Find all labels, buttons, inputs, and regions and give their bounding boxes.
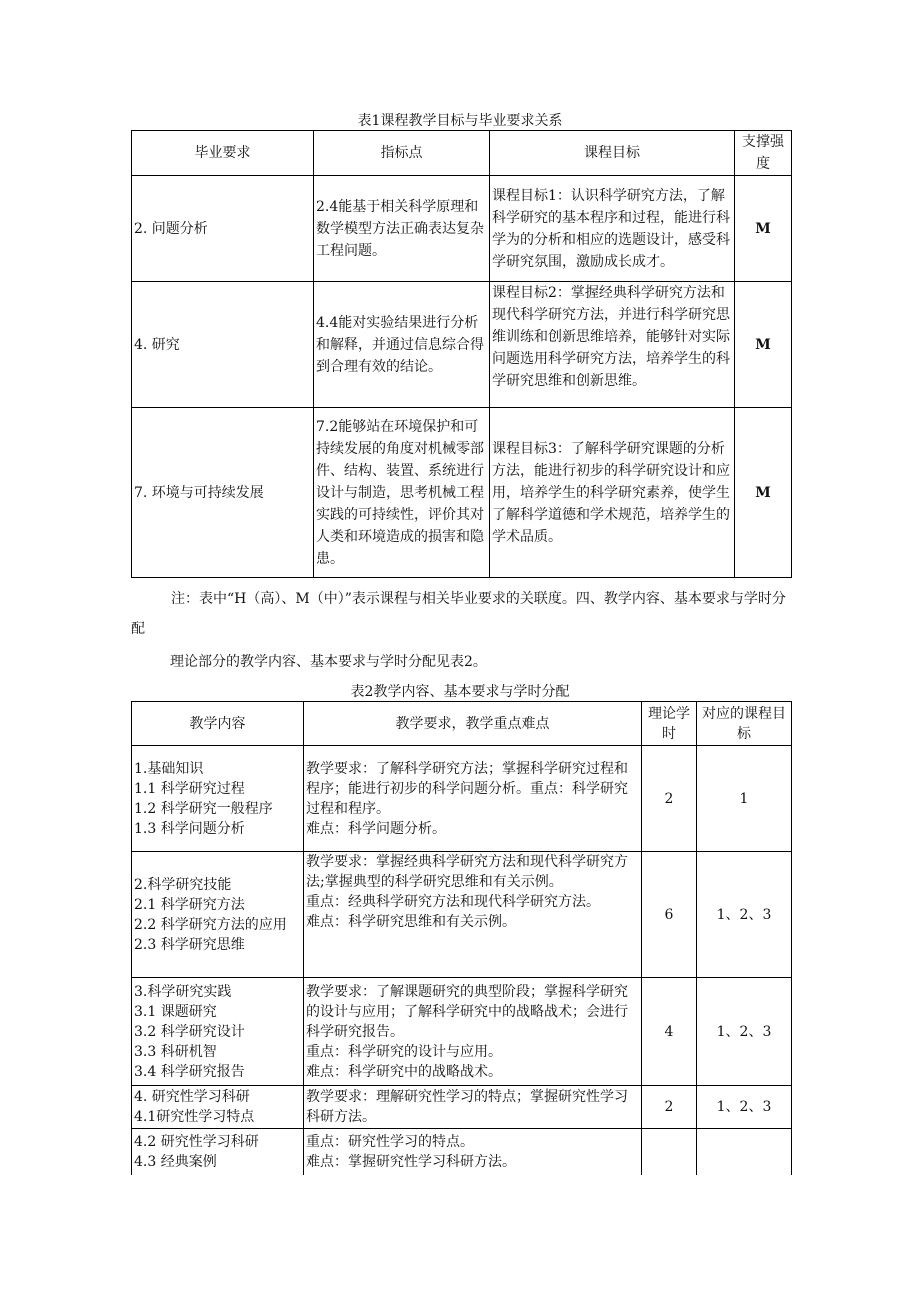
table2-hours-cell: 6	[642, 852, 697, 978]
req-line: 重点：研究性学习的特点。	[306, 1133, 474, 1150]
table2-hours-cell	[642, 1129, 697, 1175]
table2-req-cell	[304, 852, 642, 978]
table2-hours-cell: 2	[642, 746, 697, 852]
table1-header-strength: 支撑强度	[735, 131, 792, 176]
table-row	[132, 852, 792, 978]
content-item: 2.3 科学研究思维	[134, 936, 245, 953]
table2-content-cell	[132, 978, 304, 1086]
table1-indicator-cell: 7.2能够站在环境保护和可持续发展的角度对机械零部件、结构、装置、系统进行设计与制造，思考机械工程实践的可持续性，评价其对人类和环境造成的损害和隐患。	[314, 408, 490, 578]
content-item: 3.1 课题研究	[134, 1003, 217, 1020]
content-item: 2.2 科学研究方法的应用	[134, 916, 287, 933]
table2-header-hours: 理论学时	[642, 702, 697, 746]
table-row	[132, 176, 792, 282]
table2-caption: 表2教学内容、基本要求与学时分配	[350, 684, 570, 700]
table1-strength-cell: M	[735, 176, 792, 282]
req-line: 教学要求：了解课题研究的典型阶段；掌握科学研究的设计与应用；了解科学研究中的战略战术；会进行科学研究报告。	[306, 983, 628, 1040]
content-item: 4.2 研究性学习科研	[134, 1133, 259, 1150]
table2-header-row	[132, 702, 792, 746]
table2-content-cell	[132, 852, 304, 978]
table2-req-cell	[304, 1129, 642, 1175]
table-note: 注：表中“H（高）、M（中）”表示课程与相关毕业要求的关联度。四、教学内容、基本要求与学时分配	[131, 591, 786, 637]
table1-goal-cell: 课程目标2：掌握经典科学研究方法和现代科学研究方法，并进行科学研究思维训练和创新思维培养，能够针对实际问题选用科学研究方法，培养学生的科学研究思维和创新思维。	[490, 282, 735, 408]
req-line: 重点：科学研究的设计与应用。	[306, 1043, 502, 1060]
table1-req-cell: 4. 研究	[132, 282, 314, 408]
table1-strength-cell: M	[735, 408, 792, 578]
req-line: 教学要求：了解科学研究方法；掌握科学研究过程和程序；能进行初步的科学问题分析。重点：科学研究过程和程序。	[306, 760, 628, 817]
content-item: 4.3 经典案例	[134, 1153, 217, 1170]
table1-goal-cell: 课程目标3：了解科学研究课题的分析方法，能进行初步的科学研究设计和应用，培养学生的科学研究素养，使学生了解科学道德和学术规范，培养学生的学术品质。	[490, 408, 735, 578]
table2-header-requirements: 教学要求，教学重点难点	[304, 702, 642, 746]
content-item: 2.1 科学研究方法	[134, 896, 245, 913]
table2-goals-cell: 1	[697, 746, 792, 852]
table1-indicator-cell: 2.4能基于相关科学原理和数学模型方法正确表达复杂工程问题。	[314, 176, 490, 282]
table2-req-cell	[304, 1086, 642, 1129]
content-item: 1.2 科学研究一般程序	[134, 800, 273, 817]
intro-paragraph: 理论部分的教学内容、基本要求与学时分配见表2。	[170, 654, 487, 670]
content-item: 3.4 科学研究报告	[134, 1063, 245, 1080]
table1-caption: 表1课程教学目标与毕业要求关系	[357, 113, 563, 129]
table-row	[132, 408, 792, 578]
content-item: 3.2 科学研究设计	[134, 1023, 245, 1040]
table1-header-indicator: 指标点	[314, 131, 490, 176]
table1-header-goal: 课程目标	[490, 131, 735, 176]
table2-hours-cell: 2	[642, 1086, 697, 1129]
table1	[131, 130, 792, 578]
table2-req-cell	[304, 746, 642, 852]
req-line: 教学要求：理解研究性学习的特点；掌握研究性学习科研方法。	[306, 1089, 628, 1125]
table-row	[132, 1129, 792, 1175]
req-line: 难点：科学研究思维和有关示例。	[306, 914, 516, 930]
table1-strength-cell: M	[735, 282, 792, 408]
content-item: 3.3 科研机智	[134, 1043, 217, 1060]
table2-goals-cell: 1、2、3	[697, 1086, 792, 1129]
table2-header-content: 教学内容	[132, 702, 304, 746]
req-line: 难点：科学问题分析。	[306, 820, 446, 837]
table-row	[132, 746, 792, 852]
table1-req-cell: 7. 环境与可持续发展	[132, 408, 314, 578]
table1-req-cell: 2. 问题分析	[132, 176, 314, 282]
table2-content-cell	[132, 1129, 304, 1175]
table2-content-cell	[132, 746, 304, 852]
table1-goal-cell: 课程目标1：认识科学研究方法，了解科学研究的基本程序和过程，能进行科学为的分析和相应的选题设计，感受科学研究氛围，激励成长成才。	[490, 176, 735, 282]
table2-header-goals: 对应的课程目标	[697, 702, 792, 746]
content-item: 4.1研究性学习特点	[134, 1109, 255, 1125]
table-row	[132, 282, 792, 408]
req-line: 难点：科学研究中的战略战术。	[306, 1063, 502, 1080]
table2	[131, 701, 792, 1175]
content-item: 1.1 科学研究过程	[134, 780, 245, 797]
content-item: 1.3 科学问题分析	[134, 820, 245, 837]
content-title: 2.科学研究技能	[134, 876, 232, 893]
table2-hours-cell: 4	[642, 978, 697, 1086]
content-title: 3.科学研究实践	[134, 983, 232, 1000]
table-row	[132, 978, 792, 1086]
req-line: 教学要求：掌握经典科学研究方法和现代科学研究方法;掌握典型的科学研究思维和有关示例。	[306, 854, 628, 890]
table-row	[132, 1086, 792, 1129]
table1-header-req: 毕业要求	[132, 131, 314, 176]
content-title: 1.基础知识	[134, 760, 204, 777]
table1-header-row	[132, 131, 792, 176]
table2-goals-cell: 1、2、3	[697, 978, 792, 1086]
content-title: 4. 研究性学习科研	[134, 1089, 250, 1105]
req-line: 重点：经典科学研究方法和现代科学研究方法。	[306, 894, 600, 910]
table2-content-cell	[132, 1086, 304, 1129]
table2-goals-cell: 1、2、3	[697, 852, 792, 978]
req-line: 难点：掌握研究性学习科研方法。	[306, 1153, 516, 1170]
table1-indicator-cell: 4.4能对实验结果进行分析和解释，并通过信息综合得到合理有效的结论。	[314, 282, 490, 408]
table2-goals-cell	[697, 1129, 792, 1175]
table2-req-cell	[304, 978, 642, 1086]
